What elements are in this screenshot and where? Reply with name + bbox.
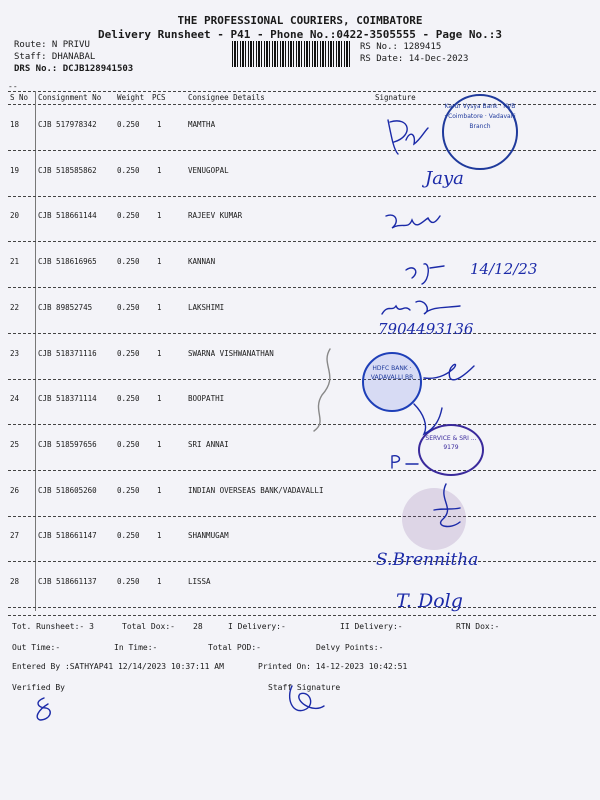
signature-row24 [410, 398, 450, 438]
row-weight: 0.250 [117, 531, 140, 541]
row-details: BOOPATHI [188, 394, 225, 404]
signature-row26 [426, 480, 466, 532]
row-pcs: 1 [157, 302, 162, 312]
row-consignment: CJB 518661137 [38, 577, 97, 586]
row-divider [8, 470, 596, 471]
staff-signature: Staff Signature [268, 683, 341, 692]
rs-date: RS Date: 14-Dec-2023 [360, 54, 469, 64]
row-weight: 0.250 [117, 165, 140, 175]
row-sno: 27 [10, 531, 20, 541]
kvb-bank-stamp [442, 94, 518, 170]
in-time: In Time:- [114, 643, 158, 652]
row-details: VENUGOPAL [188, 165, 229, 175]
row-details: INDIAN OVERSEAS BANK/VADAVALLI [188, 485, 324, 495]
col-header-consignment: Consignment No [38, 93, 102, 102]
row-weight: 0.250 [117, 394, 140, 404]
tot-runsheet: Tot. Runsheet:- 3 [12, 622, 94, 631]
row-details: LISSA [188, 577, 211, 586]
footer-divider [8, 615, 596, 616]
row-consignment: CJB 518597656 [38, 439, 97, 449]
row-pcs: 1 [157, 120, 162, 129]
signature-row21-date: 14/12/23 [470, 260, 538, 278]
signature-row28: T. Dolg [396, 590, 463, 612]
col-header-signature: Signature [375, 93, 416, 102]
row-divider [8, 287, 596, 288]
row-pcs: 1 [157, 211, 162, 221]
verified-signature [30, 694, 60, 724]
row-details: SHANMUGAM [188, 531, 229, 541]
row-pcs: 1 [157, 577, 162, 586]
i-delivery: I Delivery:- [228, 622, 286, 631]
col-header-weight: Weight [117, 93, 145, 102]
runsheet-subtitle: Delivery Runsheet - P41 - Phone No.:0422-3505555 - Page No.:3 [98, 28, 502, 41]
verified-by: Verified By [12, 683, 65, 692]
signature-row18 [380, 110, 440, 160]
signature-row19: Jaya [425, 168, 464, 189]
row-details: MAMTHA [188, 120, 216, 129]
header-divider-top [8, 91, 596, 92]
row-pcs: 1 [157, 485, 162, 495]
row-consignment: CJB 517978342 [38, 120, 97, 129]
out-time: Out Time:- [12, 643, 61, 652]
signature-row27: S.Brennitha [376, 550, 479, 570]
route-label: Route: N PRIVU [14, 40, 90, 50]
row-details: SRI ANNAI [188, 439, 229, 449]
row-details: RAJEEV KUMAR [188, 211, 243, 221]
row-sno: 20 [10, 211, 20, 221]
total-pod: Total POD:- [208, 643, 261, 652]
row-divider [8, 516, 596, 517]
hdfc-stamp-text: HDFC BANK · VADAVALLI BR [370, 365, 414, 381]
row-sno: 26 [10, 485, 20, 495]
row-weight: 0.250 [117, 257, 140, 267]
row-sno: 19 [10, 165, 20, 175]
row-consignment: CJB 518371114 [38, 394, 97, 404]
row-details: SWARNA VISHWANATHAN [188, 348, 274, 358]
staff-label: Staff: DHANABAL [14, 52, 96, 62]
signature-row22-phone: 7904493136 [378, 320, 474, 338]
row-weight: 0.250 [117, 577, 140, 586]
row-pcs: 1 [157, 348, 162, 358]
col-header-details: Consignee Details [188, 93, 265, 102]
row-sno: 21 [10, 257, 20, 267]
row-divider [8, 561, 596, 562]
row-consignment: CJB 518605260 [38, 485, 97, 495]
rs-number: RS No.: 1289415 [360, 42, 442, 52]
row-pcs: 1 [157, 165, 162, 175]
row-pcs: 1 [157, 257, 162, 267]
drs-number: DRS No.: DCJB128941503 [14, 64, 134, 74]
row-divider [8, 607, 596, 608]
row-pcs: 1 [157, 394, 162, 404]
row-sno: 18 [10, 120, 20, 129]
signature-row22-mark [380, 296, 470, 322]
total-dox-value: 28 [193, 622, 203, 631]
row-weight: 0.250 [117, 348, 140, 358]
kvb-stamp-text: Karur Vysya Bank · KVB · Coimbatore · Vadavalli Branch [444, 103, 516, 130]
dash-marker: -- [8, 82, 18, 91]
row-consignment: CJB 89852745 [38, 302, 93, 312]
signature-row21-mark [400, 258, 450, 288]
entered-by: Entered By :SATHYAP41 12/14/2023 10:37:11 AM [12, 662, 224, 671]
row-details: LAKSHIMI [188, 302, 225, 312]
row-consignment: CJB 518371116 [38, 348, 97, 358]
staff-signature-scribble [282, 680, 332, 720]
col-header-sno: S No [10, 93, 29, 102]
row-pcs: 1 [157, 531, 162, 541]
signature-row23 [420, 358, 480, 388]
row-weight: 0.250 [117, 302, 140, 312]
sri-stamp-text: SERVICE & SRI ... 9179 [425, 435, 477, 451]
row-weight: 0.250 [117, 485, 140, 495]
signature-row20 [382, 208, 442, 238]
row-weight: 0.250 [117, 120, 140, 129]
col-header-pcs: PCS [152, 93, 166, 102]
barcode-image [232, 41, 352, 67]
delvy-points: Delvy Points:- [316, 643, 384, 652]
row-weight: 0.250 [117, 211, 140, 221]
company-title: THE PROFESSIONAL COURIERS, COIMBATORE [177, 14, 423, 27]
rtn-dox: RTN Dox:- [456, 622, 500, 631]
column-rule [35, 91, 36, 611]
ii-delivery: II Delivery:- [340, 622, 403, 631]
row-consignment: CJB 518585862 [38, 165, 97, 175]
row-sno: 24 [10, 394, 20, 404]
row-details: KANNAN [188, 257, 216, 267]
total-dox-label: Total Dox:- [122, 622, 175, 631]
row-sno: 22 [10, 302, 20, 312]
printed-on: Printed On: 14-12-2023 10:42:51 [258, 662, 408, 671]
row-sno: 23 [10, 348, 20, 358]
signature-row25 [388, 448, 428, 472]
row-divider [8, 241, 596, 242]
row-consignment: CJB 518661147 [38, 531, 97, 541]
row-divider [8, 333, 596, 334]
row-divider [8, 196, 596, 197]
row-consignment: CJB 518661144 [38, 211, 97, 221]
row-sno: 25 [10, 439, 20, 449]
row-weight: 0.250 [117, 439, 140, 449]
row-sno: 28 [10, 577, 20, 586]
row-consignment: CJB 518616965 [38, 257, 97, 267]
pencil-scribble [300, 345, 350, 435]
row-pcs: 1 [157, 439, 162, 449]
